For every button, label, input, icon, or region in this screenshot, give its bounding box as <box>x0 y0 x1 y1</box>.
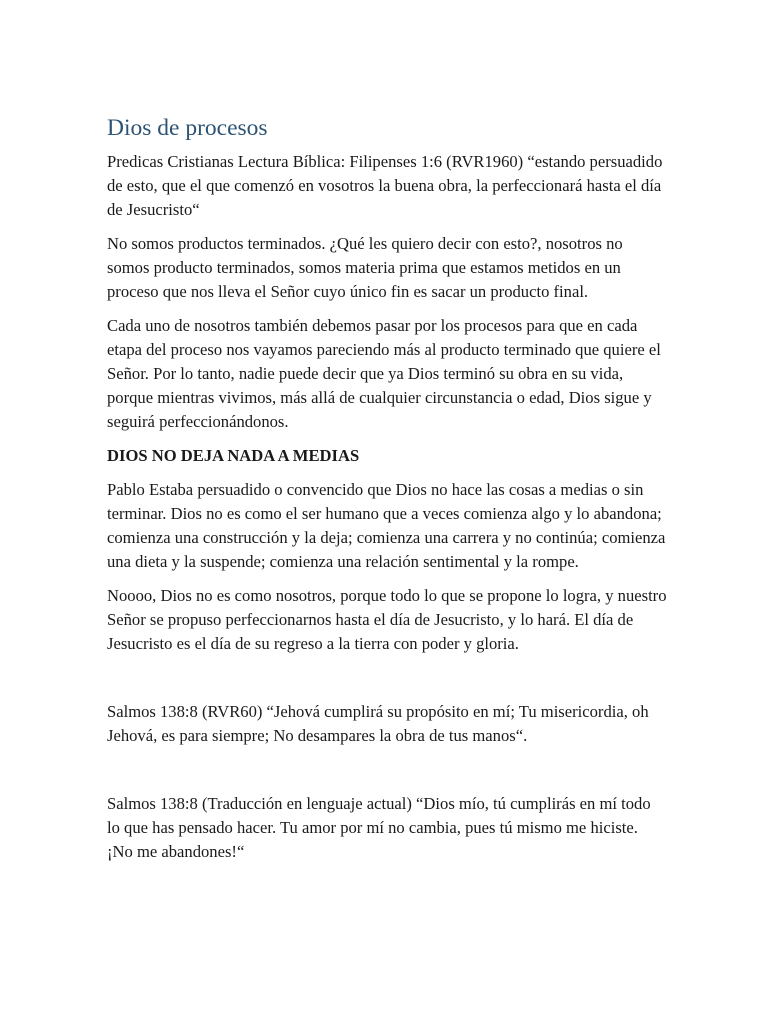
quote-salmos-tla: Salmos 138:8 (Traducción en lenguaje actual) “Dios mío, tú cumplirás en mí todo lo que has pensado hacer. Tu amor por mí no cambia, pues tú mismo me hiciste. ¡No me abandones!“ <box>107 794 651 861</box>
paragraph-noooo: Noooo, Dios no es como nosotros, porque todo lo que se propone lo logra, y nuestro Señor se propuso perfeccionarnos hasta el día de Jesucristo, y lo hará. El día de Jesucristo es el día de su regreso a la tierra con poder y gloria. <box>107 586 667 653</box>
paragraph-pablo: Pablo Estaba persuadido o convencido que Dios no hace las cosas a medias o sin terminar. Dios no es como el ser humano que a veces comienza algo y lo abandona; comienza una construcción y la deja; comienza una carrera y no continúa; comienza una dieta y la suspende; comienza una relación sentimental y la rompe. <box>107 480 666 571</box>
section-heading: DIOS NO DEJA NADA A MEDIAS <box>107 446 360 465</box>
quote-salmos-rvr60: Salmos 138:8 (RVR60) “Jehová cumplirá su propósito en mí; Tu misericordia, oh Jehová, es para siempre; No desampares la obra de tus manos“. <box>107 702 649 745</box>
paragraph-not-finished: No somos productos terminados. ¿Qué les quiero decir con esto?, nosotros no somos producto terminados, somos materia prima que estamos metidos en un proceso que nos lleva el Señor cuyo único fin es sacar un producto final. <box>107 234 623 301</box>
spacer <box>107 758 667 792</box>
spacer <box>107 666 667 700</box>
paragraph-intro: Predicas Cristianas Lectura Bíblica: Filipenses 1:6 (RVR1960) “estando persuadido de esto, que el que comenzó en vosotros la buena obra, la perfeccionará hasta el día de Jesucristo“ <box>107 152 663 219</box>
document-page <box>107 112 667 874</box>
paragraph-processes: Cada uno de nosotros también debemos pasar por los procesos para que en cada etapa del proceso nos vayamos pareciendo más al producto terminado que quiere el Señor. Por lo tanto, nadie puede decir que ya Dios terminó su obra en su vida, porque mientras vivimos, más allá de cualquier circunstancia o edad, Dios sigue y seguirá perfeccionándonos. <box>107 316 661 431</box>
document-title: Dios de procesos <box>107 115 268 141</box>
